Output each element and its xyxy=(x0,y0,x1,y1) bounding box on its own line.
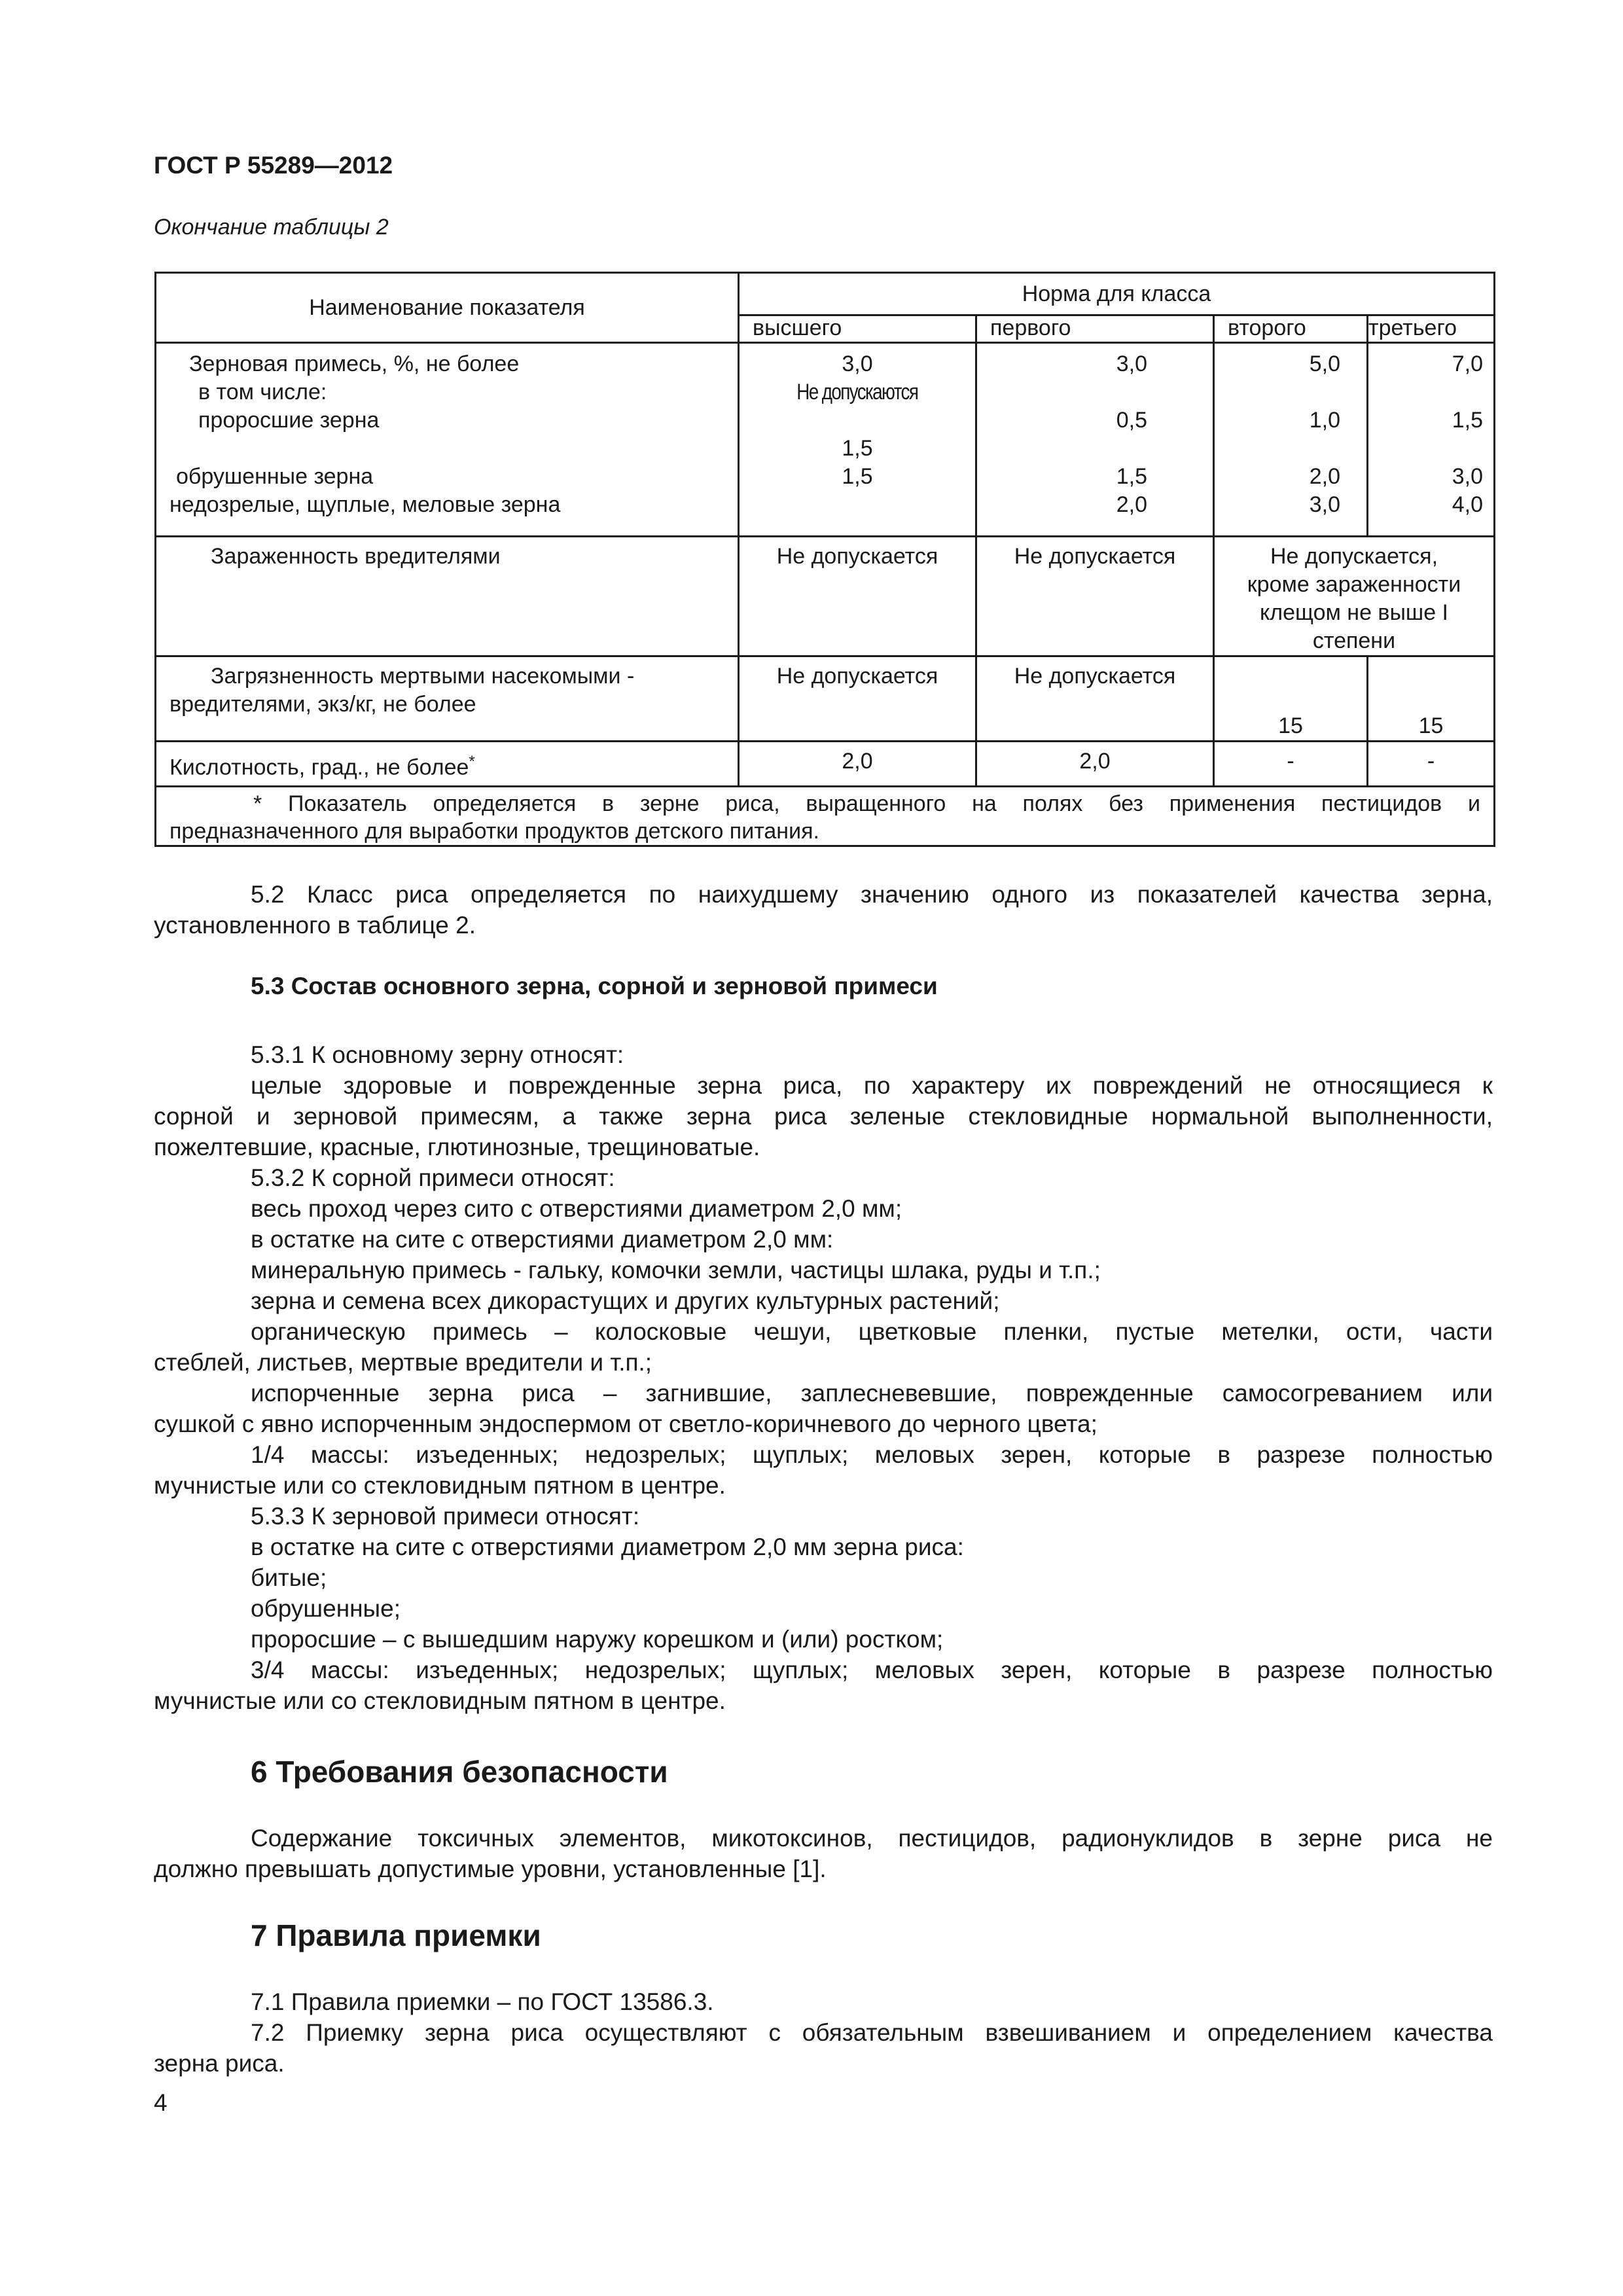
list-item: сушкой с явно испорченным эндоспермом от светло-коричневого до черного цвета; xyxy=(154,1410,1097,1437)
list-item: мучнистые или со стекловидным пятном в центре. xyxy=(154,1472,726,1499)
document-code: ГОСТ Р 55289—2012 xyxy=(154,152,393,179)
paragraph-5-3-2: 5.3.2 К сорной примеси относят: xyxy=(251,1164,615,1191)
class-header-3: второго xyxy=(1214,315,1368,343)
footnote-mark: * xyxy=(469,753,475,770)
class-header-4: третьего xyxy=(1368,315,1495,343)
table-row-insect-contamination xyxy=(156,656,1495,742)
row-name: в том числе: xyxy=(198,380,327,404)
class-header-2: первого xyxy=(976,315,1214,343)
page-number: 4 xyxy=(154,2089,168,2116)
cell-value: 1,0 xyxy=(1309,408,1340,433)
cell-value: 3,0 xyxy=(1452,464,1483,489)
cell-value: 1,5 xyxy=(1116,464,1147,489)
cell-value: - xyxy=(1368,742,1495,787)
list-item: органическую примесь – колосковые чешуи, цветковые пленки, пустые метелки, ости, части xyxy=(251,1318,1493,1345)
cell-value: Не допускаются xyxy=(796,380,918,404)
list-item: испорченные зерна риса – загнившие, заплесневевшие, поврежденные самосогреванием или xyxy=(251,1380,1493,1407)
list-item: проросшие – с вышедшим наружу корешком и (или) ростком; xyxy=(251,1626,944,1653)
cell-value: Не допускается, xyxy=(1270,544,1438,569)
cell-value: - xyxy=(1214,742,1368,787)
col-name-header: Наименование показателя xyxy=(156,273,739,343)
paragraph-5-2: 5.2 Класс риса определяется по наихудшему значению одного из показателей качества зерна, xyxy=(251,881,1493,908)
row-name: Кислотность, град., не более xyxy=(169,755,469,780)
list-item: битые; xyxy=(251,1564,327,1591)
paragraph-5-3-1: 5.3.1 К основному зерну относят: xyxy=(251,1041,624,1068)
cell-value: степени xyxy=(1312,628,1396,653)
cell-value: 1,5 xyxy=(842,464,873,489)
cell-value: Не допускается xyxy=(976,656,1214,742)
paragraph-text: сорной и зерновой примесям, а также зерна риса зеленые стекловидные нормальной выполненности, xyxy=(154,1103,1493,1130)
cell-value: 2,0 xyxy=(1309,464,1340,489)
table-row-grain-impurity xyxy=(156,343,1495,537)
row-name: Зараженность вредителями xyxy=(156,537,739,656)
list-item: 3/4 массы: изъеденных; недозрелых; щуплых; меловых зерен, которые в разрезе полностью xyxy=(251,1657,1493,1683)
norm-header: Норма для класса xyxy=(739,273,1495,315)
table-footnote: предназначенного для выработки продуктов детского питания. xyxy=(169,819,819,844)
cell-value: Не допускается xyxy=(739,656,976,742)
list-item: обрушенные; xyxy=(251,1595,401,1622)
quality-table xyxy=(154,272,1495,847)
paragraph-5-2: установленного в таблице 2. xyxy=(154,912,476,939)
table-footnote: * Показатель определяется в зерне риса, выращенного на полях без применения пестицидов и xyxy=(253,791,1480,816)
table-header-row xyxy=(156,273,1495,315)
list-item: зерна и семена всех дикорастущих и других культурных растений; xyxy=(251,1287,1000,1314)
table-row-acidity xyxy=(156,742,1495,787)
table-footnote-row xyxy=(156,787,1495,846)
paragraph-6: должно превышать допустимые уровни, установленные [1]. xyxy=(154,1856,827,1882)
cell-value: 0,5 xyxy=(1116,408,1147,433)
section-heading-6: 6 Требования безопасности xyxy=(251,1755,668,1789)
list-item: в остатке на сите с отверстиями диаметром 2,0 мм зерна риса: xyxy=(251,1534,964,1560)
cell-value: 3,0 xyxy=(1309,492,1340,517)
section-heading-7: 7 Правила приемки xyxy=(251,1918,541,1952)
cell-value: 15 xyxy=(1368,656,1495,742)
table-row-pest-infestation xyxy=(156,537,1495,656)
row-name: вредителями, экз/кг, не более xyxy=(169,692,476,717)
cell-value: 4,0 xyxy=(1452,492,1483,517)
table-continuation-caption: Окончание таблицы 2 xyxy=(154,215,389,240)
cell-value: 3,0 xyxy=(1116,351,1147,376)
row-name: недозрелые, щуплые, меловые зерна xyxy=(169,492,561,517)
cell-value: 3,0 xyxy=(842,351,873,376)
list-item: в остатке на сите с отверстиями диаметром 2,0 мм: xyxy=(251,1226,834,1253)
list-item: стеблей, листьев, мертвые вредители и т.п.; xyxy=(154,1349,652,1376)
row-name: обрушенные зерна xyxy=(176,464,374,489)
cell-value: 15 xyxy=(1214,656,1368,742)
cell-value: 2,0 xyxy=(739,742,976,787)
paragraph-7-2: зерна риса. xyxy=(154,2050,285,2077)
paragraph-7-1: 7.1 Правила приемки – по ГОСТ 13586.3. xyxy=(251,1988,714,2015)
paragraph-5-3-3: 5.3.3 К зерновой примеси относят: xyxy=(251,1503,640,1530)
paragraph-text: целые здоровые и поврежденные зерна риса, по характеру их повреждений не относящиеся к xyxy=(251,1072,1493,1099)
cell-value: кроме зараженности xyxy=(1247,572,1461,597)
cell-value: 5,0 xyxy=(1309,351,1340,376)
cell-value: 1,5 xyxy=(1452,408,1483,433)
cell-value: 1,5 xyxy=(842,436,873,461)
row-name: Зерновая примесь, %, не более xyxy=(189,351,520,376)
row-name: проросшие зерна xyxy=(198,408,380,433)
paragraph-6: Содержание токсичных элементов, микотоксинов, пестицидов, радионуклидов в зерне риса не xyxy=(251,1825,1493,1852)
cell-value: 2,0 xyxy=(976,742,1214,787)
list-item: весь проход через сито с отверстиями диаметром 2,0 мм; xyxy=(251,1195,902,1222)
subsection-heading-5-3: 5.3 Состав основного зерна, сорной и зерновой примеси xyxy=(251,973,938,999)
paragraph-7-2: 7.2 Приемку зерна риса осуществляют с обязательным взвешиванием и определением качества xyxy=(251,2019,1493,2046)
paragraph-text: пожелтевшие, красные, глютинозные, трещиноватые. xyxy=(154,1134,760,1160)
cell-value: 2,0 xyxy=(1116,492,1147,517)
cell-value: Не допускается xyxy=(739,537,976,656)
cell-value: Не допускается xyxy=(976,537,1214,656)
cell-value: клещом не выше I xyxy=(1259,600,1449,625)
list-item: мучнистые или со стекловидным пятном в центре. xyxy=(154,1687,726,1714)
list-item: минеральную примесь - гальку, комочки земли, частицы шлака, руды и т.п.; xyxy=(251,1257,1101,1283)
cell-value: 7,0 xyxy=(1452,351,1483,376)
list-item: 1/4 массы: изъеденных; недозрелых; щуплых; меловых зерен, которые в разрезе полностью xyxy=(251,1441,1493,1468)
row-name: Загрязненность мертвыми насекомыми - xyxy=(211,664,635,689)
class-header-1: высшего xyxy=(739,315,976,343)
